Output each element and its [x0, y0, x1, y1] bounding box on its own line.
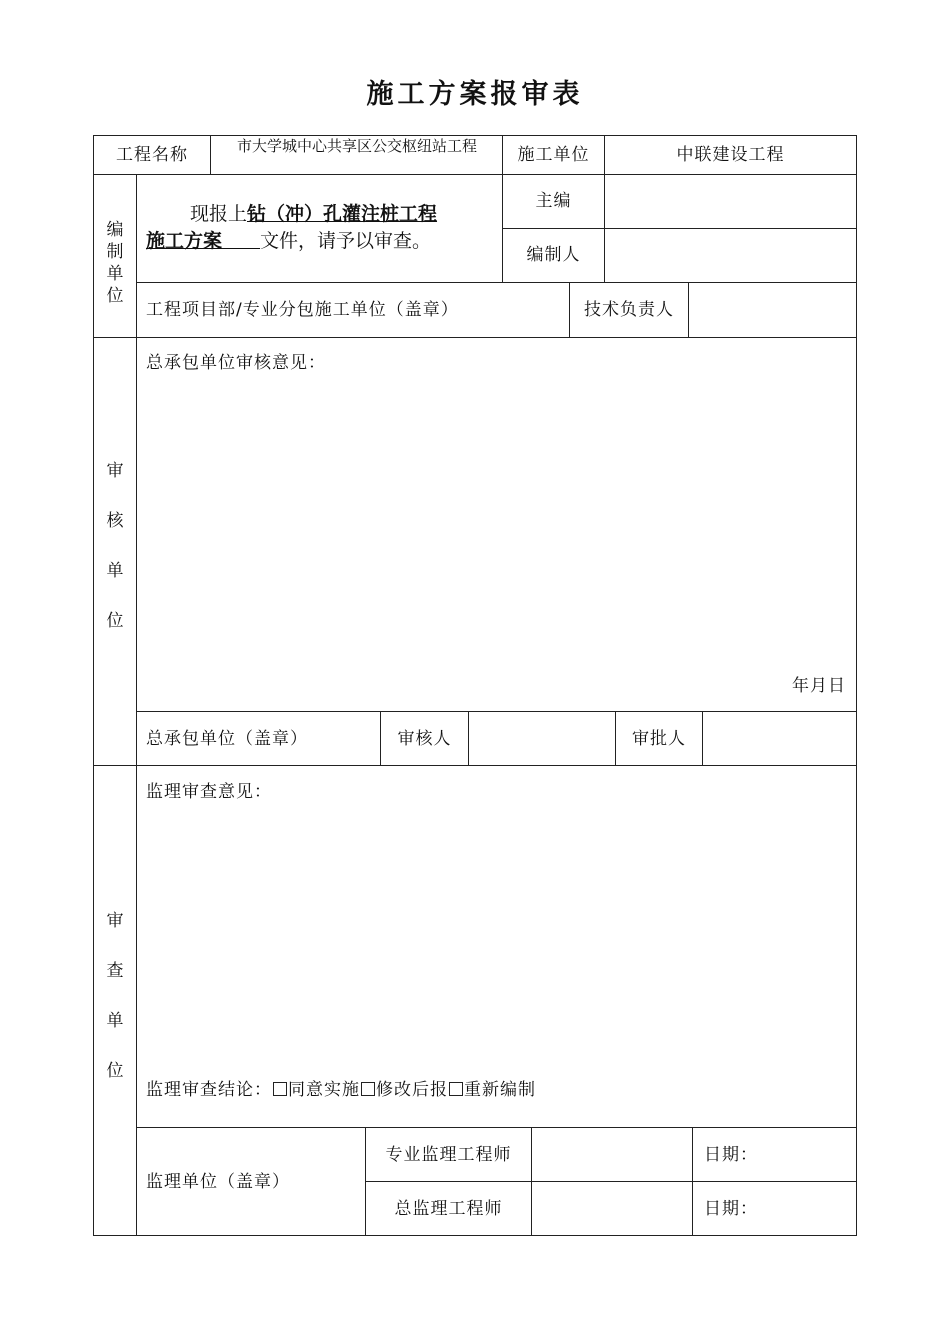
- project-name-value: 市大学城中心共享区公交枢纽站工程: [236, 137, 477, 155]
- editor-label: 编制人: [526, 245, 581, 265]
- checkbox-approve[interactable]: [273, 1082, 287, 1096]
- chief-engineer-label: 总监理工程师: [394, 1199, 503, 1219]
- supervision-opinion-label: 监理审查意见：: [146, 782, 272, 802]
- tech-lead-label: 技术负责人: [584, 300, 674, 320]
- col-divider: [531, 1127, 532, 1236]
- contractor-opinion-label: 总承包单位审核意见：: [146, 353, 326, 373]
- table-border-bottom: [93, 1235, 857, 1236]
- col-divider: [468, 711, 469, 766]
- chief-editor-label: 主编: [535, 191, 572, 211]
- construction-unit-value: 中联建设工程: [676, 145, 785, 165]
- report-subject-line1: 钻（冲）孔灌注桩工程: [247, 203, 438, 225]
- project-name-label: 工程名称: [116, 145, 188, 165]
- checkbox-redo[interactable]: [449, 1082, 463, 1096]
- approver-label: 审批人: [632, 729, 686, 749]
- review-side-label: 审 查 单 位: [106, 911, 124, 1081]
- audit-side-label: 审 核 单 位: [106, 461, 124, 631]
- row-divider: [136, 1127, 857, 1128]
- col-divider: [136, 174, 137, 1236]
- date-label-1: 日期：: [704, 1145, 758, 1165]
- reviewer-label: 审核人: [397, 729, 452, 749]
- row-divider: [93, 337, 857, 338]
- specialist-engineer-label: 专业监理工程师: [385, 1145, 512, 1165]
- row-divider: [136, 711, 857, 712]
- row-divider: [136, 282, 857, 283]
- table-border-top: [93, 135, 857, 136]
- col-divider: [365, 1127, 366, 1236]
- dept-label: 工程项目部/专业分包施工单位（盖章）: [146, 300, 459, 320]
- row-divider: [93, 765, 857, 766]
- review-conclusion: 监理审查结论： 同意实施 修改后报 重新编制: [146, 1080, 536, 1100]
- col-divider: [692, 1127, 693, 1236]
- row-divider: [93, 174, 857, 175]
- col-divider: [210, 135, 211, 175]
- col-divider: [688, 282, 689, 338]
- row-divider: [502, 228, 857, 229]
- contractor-seal-label: 总承包单位（盖章）: [146, 729, 308, 749]
- table-border-right: [856, 135, 857, 1236]
- prep-side-label: 编 制 单 位: [106, 220, 124, 306]
- audit-date-label: 年月日: [792, 676, 846, 696]
- date-label-2: 日期：: [704, 1199, 758, 1219]
- checkbox-revise[interactable]: [361, 1082, 375, 1096]
- report-statement: 现报上钻（冲）孔灌注桩工程 施工方案 文件，请予以审查。: [146, 203, 438, 252]
- table-border-left: [93, 135, 94, 1236]
- report-subject-line2: 施工方案: [146, 230, 223, 252]
- col-divider: [702, 711, 703, 766]
- supervision-unit-label: 监理单位（盖章）: [146, 1172, 290, 1192]
- row-divider: [365, 1181, 857, 1182]
- construction-unit-label: 施工单位: [517, 145, 590, 165]
- form-title: 施工方案报审表: [366, 79, 584, 110]
